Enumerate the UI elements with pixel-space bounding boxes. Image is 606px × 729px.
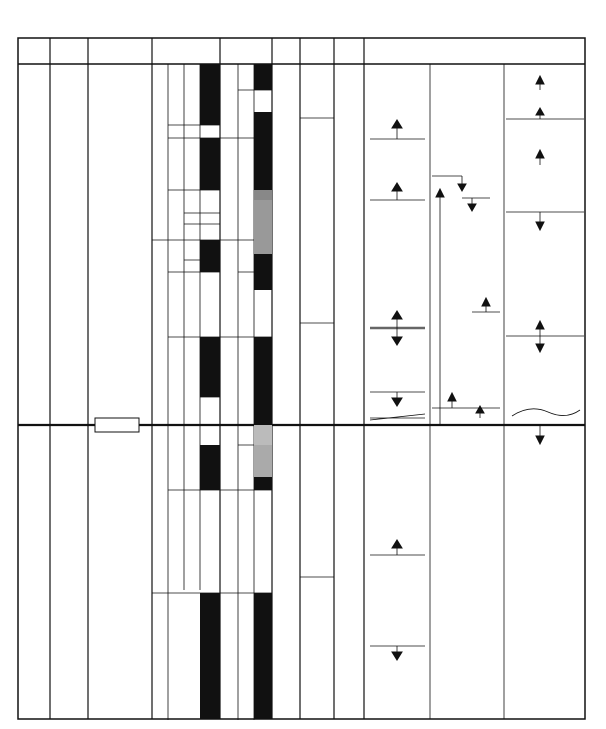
bio-col-b [432,176,500,425]
boundary-age-box [95,418,139,432]
bio-subcolumns [430,64,504,719]
col5-polarity-blocks [254,64,272,719]
outer-frame [18,38,585,719]
col4-polarity-blocks [200,64,220,719]
col7-structure [300,118,334,577]
bio-col-c [506,76,584,444]
bio-col-a [370,120,425,660]
